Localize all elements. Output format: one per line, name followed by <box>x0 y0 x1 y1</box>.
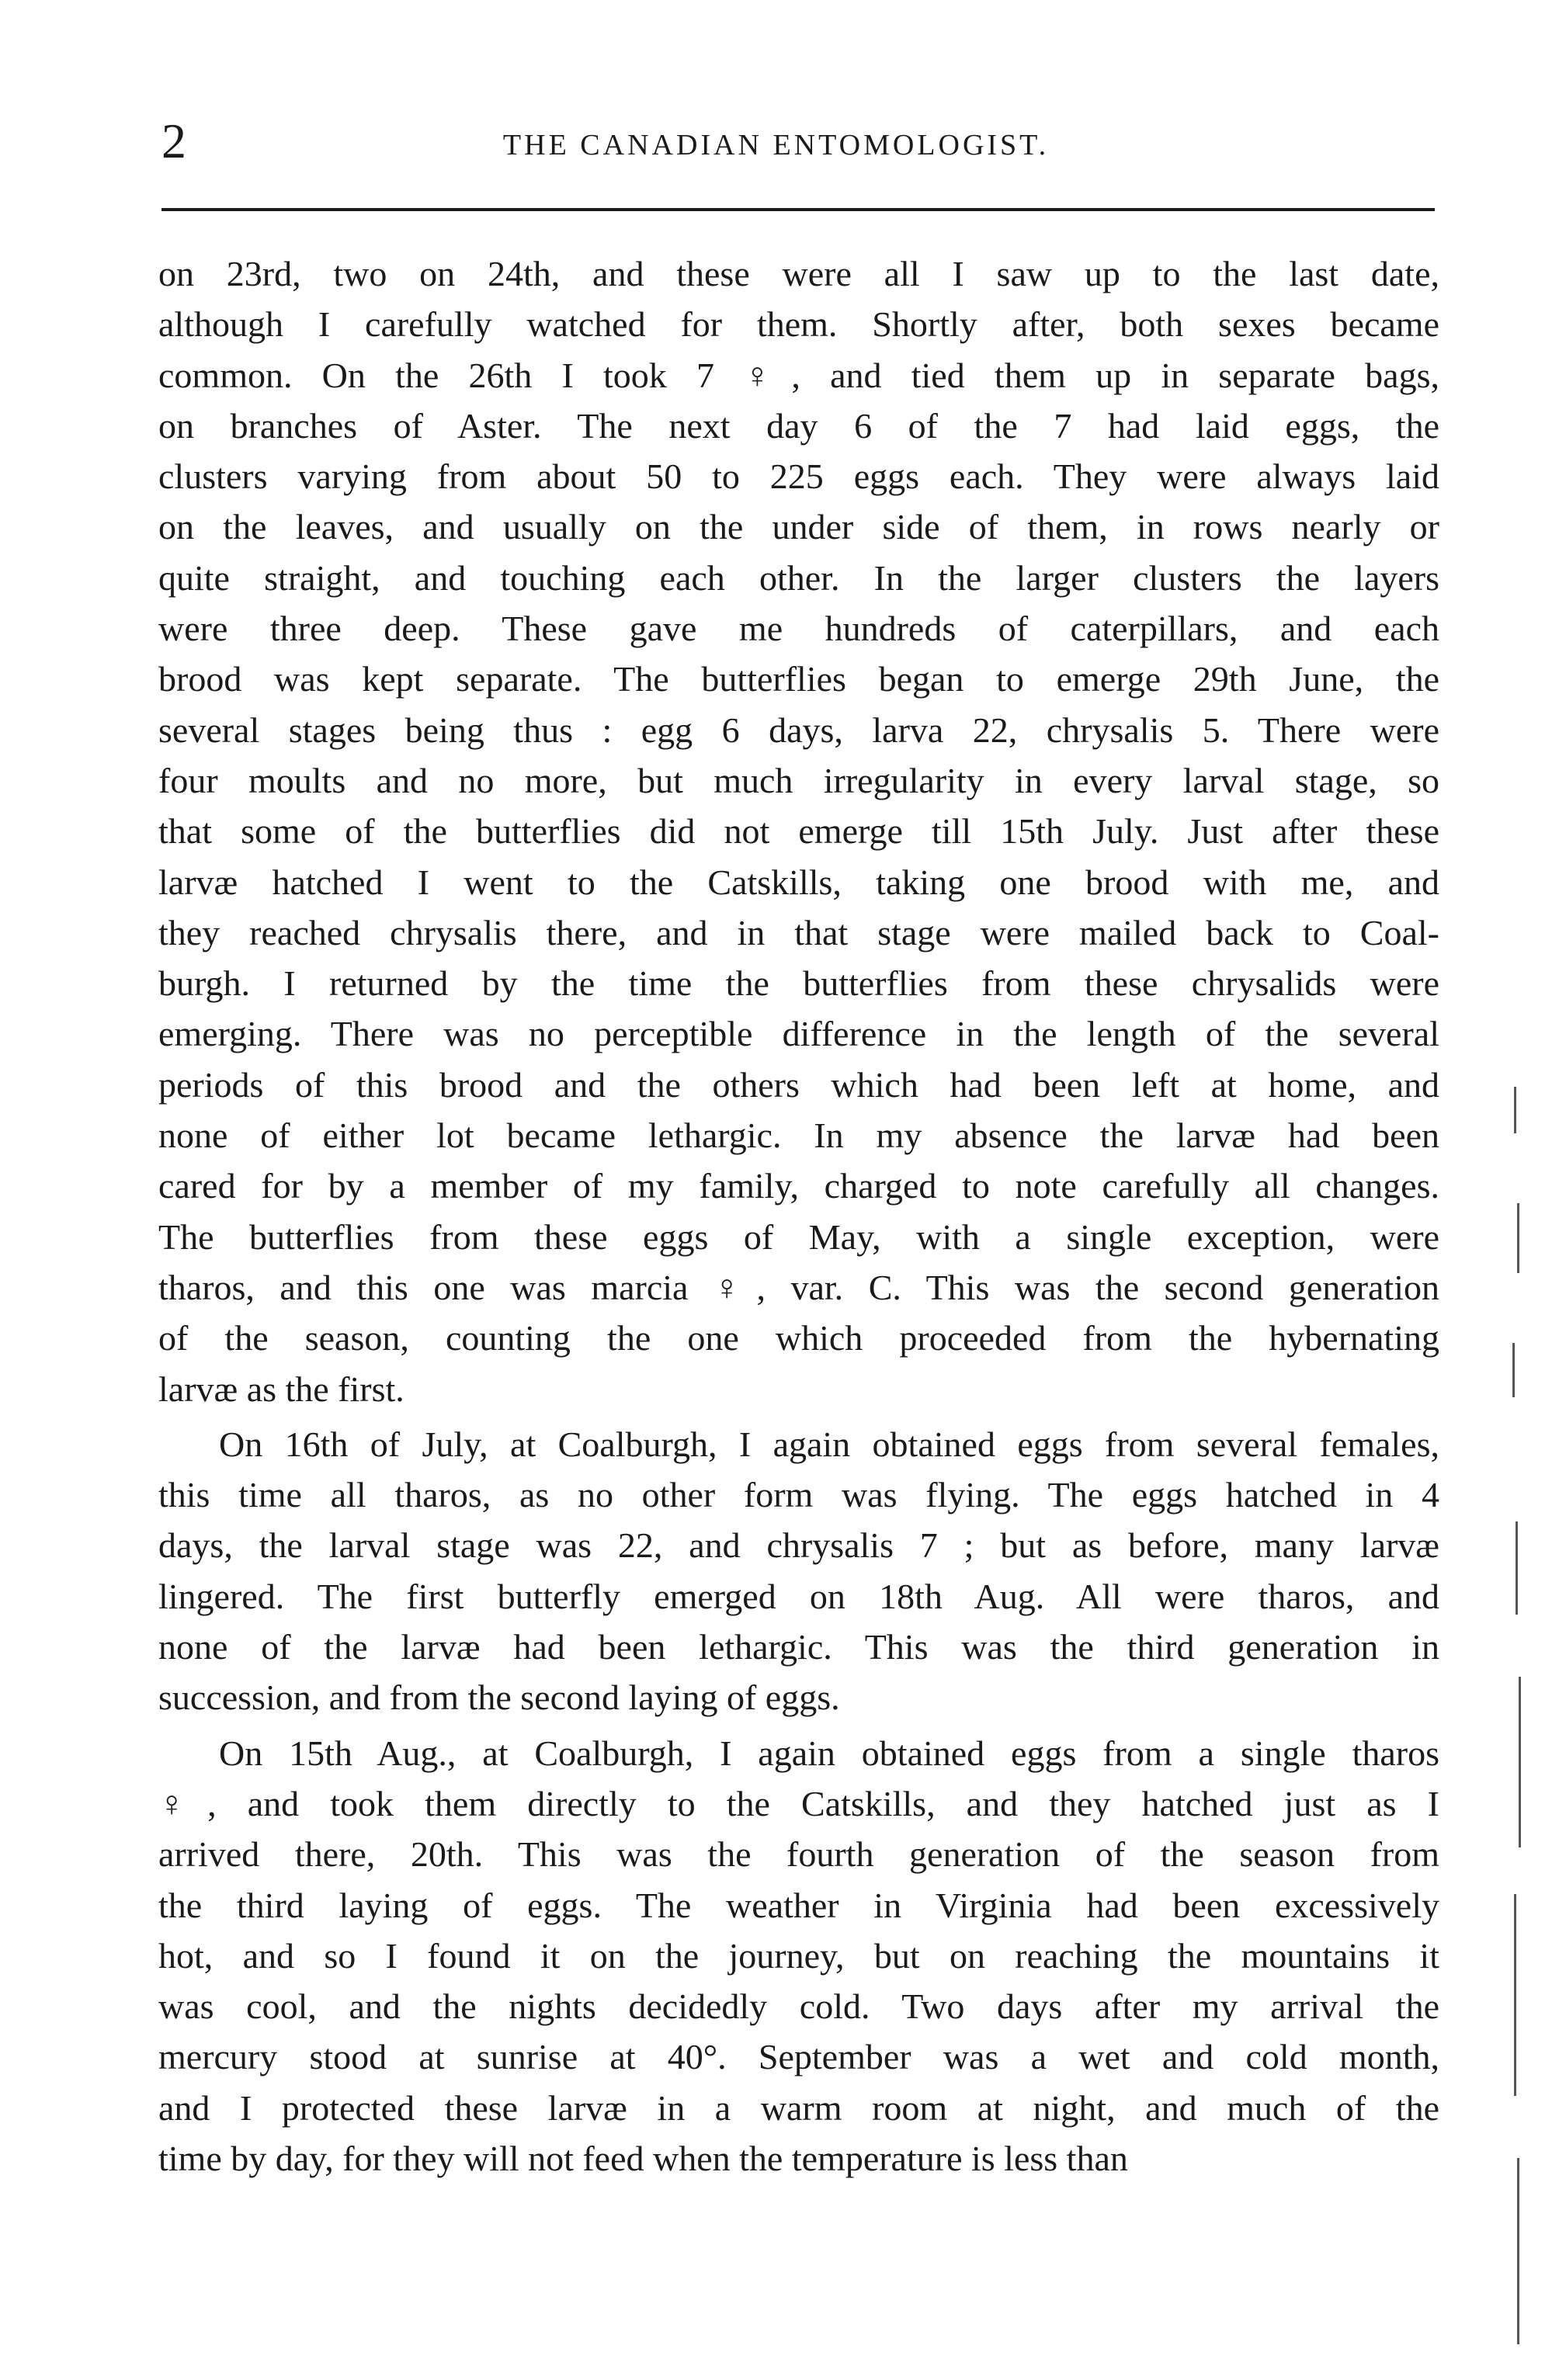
header-rule <box>161 208 1435 211</box>
text-line: quite straight, and touching each other. In the larger clusters the layers <box>158 557 1439 598</box>
text-line: days, the larval stage was 22, and chrysalis 7 ; but as before, many larvæ <box>158 1525 1439 1566</box>
paragraph <box>158 248 1439 1414</box>
text-line: hot, and so I found it on the journey, but on reaching the mountains it <box>158 1935 1439 1976</box>
text-line: on branches of Aster. The next day 6 of the 7 had laid eggs, the <box>158 405 1439 446</box>
text-line: several stages being thus : egg 6 days, larva 22, chrysalis 5. There were <box>158 709 1439 750</box>
text-line: ♀, and took them directly to the Catskills, and they hatched just as I <box>158 1783 1439 1823</box>
text-line: larvæ as the first. <box>158 1369 404 1409</box>
text-line: this time all tharos, as no other form was flying. The eggs hatched in 4 <box>158 1475 1439 1515</box>
text-line: and I protected these larvæ in a warm room at night, and much of the <box>158 2087 1439 2128</box>
text-line: four moults and no more, but much irregularity in every larval stage, so <box>158 760 1439 800</box>
margin-mark <box>1514 1087 1516 1133</box>
paragraph <box>158 1419 1439 1723</box>
margin-bleed-marks <box>1498 1087 1545 2368</box>
text-line: brood was kept separate. The butterflies began to emerge 29th June, the <box>158 659 1439 699</box>
margin-mark <box>1514 1894 1516 2096</box>
text-line: was cool, and the nights decidedly cold. Two days after my arrival the <box>158 1986 1439 2027</box>
text-line: emerging. There was no perceptible difference in the length of the several <box>158 1014 1439 1054</box>
margin-mark <box>1519 1677 1521 1847</box>
text-line: mercury stood at sunrise at 40°. September was a wet and cold month, <box>158 2037 1439 2077</box>
text-line: were three deep. These gave me hundreds of caterpillars, and each <box>158 609 1439 649</box>
text-line: On 16th of July, at Coalburgh, I again obtained eggs from several females, <box>219 1424 1439 1464</box>
text-line: common. On the 26th I took 7 ♀, and tied them up in separate bags, <box>158 355 1439 395</box>
text-line: of the season, counting the one which proceeded from the hybernating <box>158 1318 1439 1358</box>
text-line: they reached chrysalis there, and in that stage were mailed back to Coal- <box>158 912 1439 952</box>
text-line: periods of this brood and the others which had been left at home, and <box>158 1064 1439 1105</box>
page-number: 2 <box>161 113 186 168</box>
text-line: larvæ hatched I went to the Catskills, taking one brood with me, and <box>158 862 1439 902</box>
text-line: burgh. I returned by the time the butterflies from these chrysalids were <box>158 963 1439 1004</box>
text-line: The butterflies from these eggs of May, with a single exception, were <box>158 1216 1439 1257</box>
running-head: THE CANADIAN ENTOMOLOGIST. <box>502 129 1050 161</box>
text-line: that some of the butterflies did not emerge till 15th July. Just after these <box>158 811 1439 852</box>
text-line: arrived there, 20th. This was the fourth generation of the season from <box>158 1834 1439 1875</box>
text-line: On 15th Aug., at Coalburgh, I again obtained eggs from a single tharos <box>219 1733 1439 1773</box>
text-line: lingered. The first butterfly emerged on 18th Aug. All were tharos, and <box>158 1576 1439 1616</box>
text-line: time by day, for they will not feed when the temperature is less than <box>158 2138 1128 2178</box>
text-line: on the leaves, and usually on the under side of them, in rows nearly or <box>158 507 1439 547</box>
text-line: none of the larvæ had been lethargic. This was the third generation in <box>158 1627 1439 1667</box>
margin-mark <box>1517 1203 1519 1273</box>
margin-mark <box>1516 1521 1518 1615</box>
text-line: succession, and from the second laying of eggs. <box>158 1677 840 1718</box>
paragraph <box>158 1728 1439 2184</box>
margin-mark <box>1517 2158 1519 2344</box>
text-line: the third laying of eggs. The weather in Virginia had been excessively <box>158 1885 1439 1925</box>
text-line: cared for by a member of my family, charged to note carefully all changes. <box>158 1166 1439 1206</box>
text-line: on 23rd, two on 24th, and these were all I saw up to the last date, <box>158 254 1439 293</box>
body-text <box>158 248 1439 2184</box>
text-line: none of either lot became lethargic. In my absence the larvæ had been <box>158 1115 1439 1156</box>
text-line: tharos, and this one was marcia ♀, var. C. This was the second generation <box>158 1267 1439 1307</box>
text-line: clusters varying from about 50 to 225 eggs each. They were always laid <box>158 456 1439 497</box>
text-line: although I carefully watched for them. Shortly after, both sexes became <box>158 304 1439 345</box>
margin-mark <box>1512 1343 1515 1397</box>
